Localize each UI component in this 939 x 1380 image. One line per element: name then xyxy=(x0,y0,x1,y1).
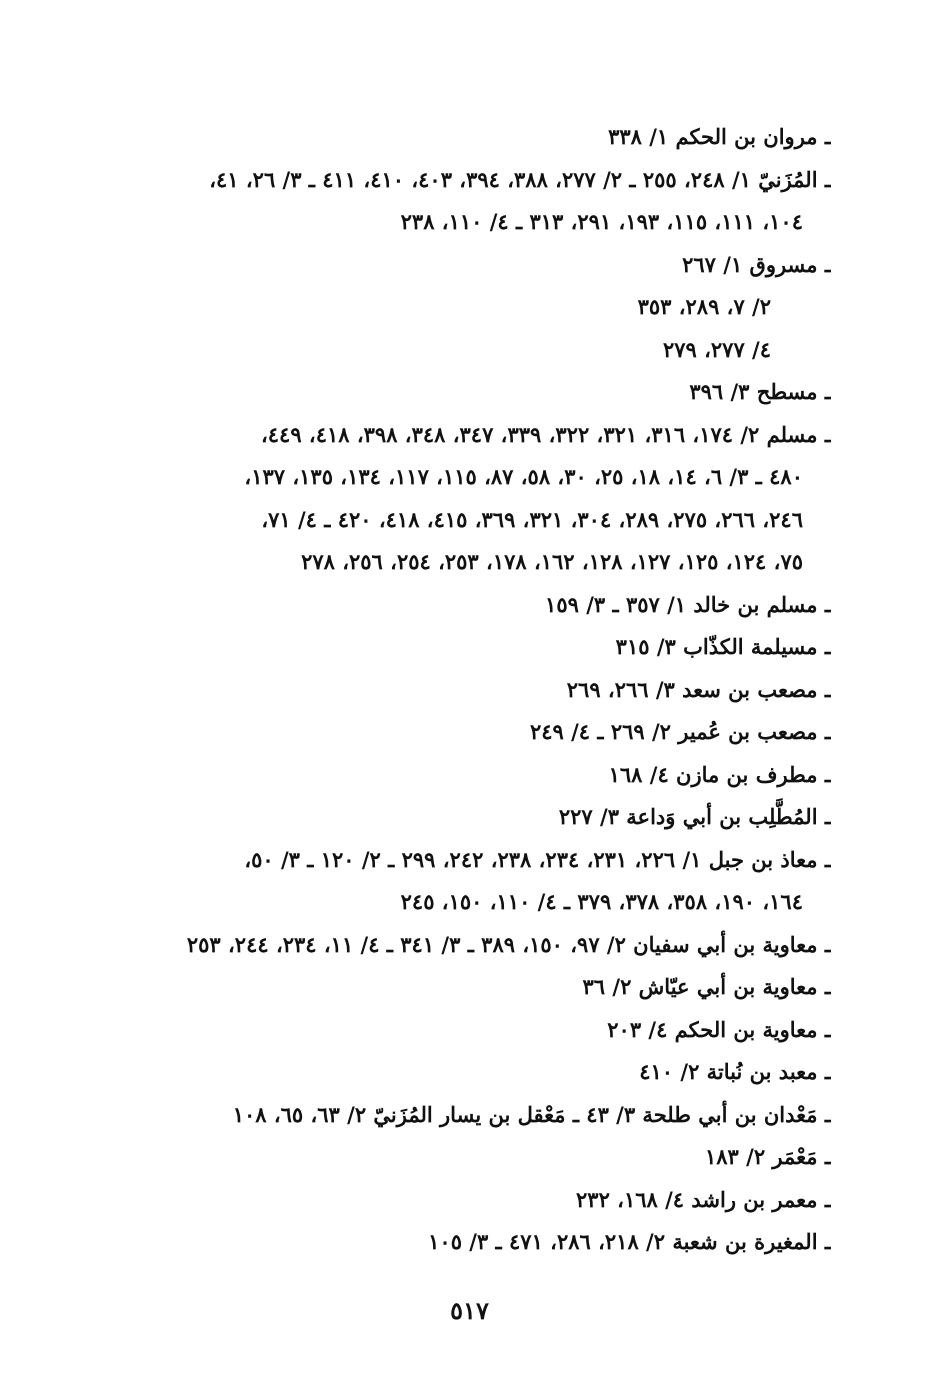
index-entry: ـ المغيرة بن شعبة ٢/ ٢١٨، ٢٨٦، ٤٧١ ـ ٣/ ١٠٥ xyxy=(428,1229,831,1254)
index-entry: ـ معاوية بن الحكم ٤/ ٢٠٣ xyxy=(607,1016,831,1042)
index-entry-continuation: ٤/ ٢٧٧، ٢٧٩ xyxy=(662,336,771,362)
index-entry: ـ معبد بن نُباتة ٢/ ٤١٠ xyxy=(639,1059,831,1084)
index-entry-continuation: ٢/ ٧، ٢٨٩، ٣٥٣ xyxy=(637,294,771,319)
index-entry-continuation: ٢٤٦، ٢٦٦، ٢٧٥، ٢٨٩، ٣٠٤، ٣٢١، ٣٦٩، ٤١٥، ٤١٨، ٤٢٠ ـ ٤/ ٧١، xyxy=(261,506,803,532)
page-number: ٥١٧ xyxy=(450,1296,489,1325)
index-entry: ـ مَعْدان بن أبي طلحة ٣/ ٤٣ ـ مَعْقل بن يسار المُزَنيّ ٢/ ٦٣، ٦٥، ١٠٨ xyxy=(232,1101,831,1127)
index-entry-continuation: ٧٥، ١٢٤، ١٢٥، ١٢٧، ١٢٨، ١٦٢، ١٧٨، ٢٥٣، ٢٥٤، ٢٥٦، ٢٧٨ xyxy=(301,549,803,574)
index-entry: ـ مروان بن الحكم ١/ ٣٣٨ xyxy=(608,124,831,149)
index-entry: ـ مسيلمة الكذّاب ٣/ ٣١٥ xyxy=(615,634,831,659)
index-entry-continuation: ١٠٤، ١١١، ١١٥، ١٩٣، ٢٩١، ٣١٣ ـ ٤/ ١١٠، ٢٣٨ xyxy=(400,209,803,234)
index-entry: ـ معاوية بن أبي سفيان ٢/ ٩٧، ١٥٠، ٣٨٩ ـ ٣/ ٣٤١ ـ ٤/ ١١، ٢٣٤، ٢٤٤، ٢٥٣ xyxy=(186,931,831,957)
index-entry: ـ مطرف بن مازن ٤/ ١٦٨ xyxy=(608,761,831,787)
index-entry-continuation: ١٦٤، ١٩٠، ٣٥٨، ٣٧٨، ٣٧٩ ـ ٤/ ١١٠، ١٥٠، ٢٤٥ xyxy=(400,889,803,914)
index-entry: ـ مصعب بن سعد ٣/ ٢٦٦، ٢٦٩ xyxy=(566,676,831,702)
index-entry: ـ مَعْمَر ٢/ ١٨٣ xyxy=(705,1144,831,1169)
index-entry: ـ مسروق ١/ ٢٦٧ xyxy=(682,251,831,277)
index-entry-continuation: ٤٨٠ ـ ٣/ ٦، ١٤، ١٨، ٢٥، ٣٠، ٥٨، ٨٧، ١١٥، ١١٧، ١٣٤، ١٣٥، ١٣٧، xyxy=(244,464,803,489)
index-entry: ـ مسلم ٢/ ١٧٤، ٣١٦، ٣٢١، ٣٢٢، ٣٣٩، ٣٤٧، ٣٤٨، ٣٩٨، ٤١٨، ٤٤٩، xyxy=(260,421,831,447)
index-entry: ـ مسلم بن خالد ١/ ٣٥٧ ـ ٣/ ١٥٩ xyxy=(545,591,831,617)
index-entry: ـ مسطح ٣/ ٣٩٦ xyxy=(689,379,831,404)
index-entry: ـ معاذ بن جبل ١/ ٢٢٦، ٢٣١، ٢٣٤، ٢٣٨، ٢٤٢، ٢٩٩ ـ ٢/ ١٢٠ ـ ٣/ ٥٠، xyxy=(244,846,831,872)
index-entry: ـ المُطَّلِب بن أبي وَداعة ٣/ ٢٢٧ xyxy=(558,804,831,829)
index-entry: ـ مصعب بن عُمير ٢/ ٢٦٩ ـ ٤/ ٢٤٩ xyxy=(529,719,831,744)
index-entry: ـ معاوية بن أبي عيّاش ٢/ ٣٦ xyxy=(582,974,831,999)
index-entry: ـ المُزَنيّ ١/ ٢٤٨، ٢٥٥ ـ ٢/ ٢٧٧، ٣٨٨، ٣٩٤، ٤٠٣، ٤١٠، ٤١١ ـ ٣/ ٢٦، ٤١، xyxy=(209,166,831,192)
index-entries xyxy=(111,116,831,1264)
index-entry: ـ معمر بن راشد ٤/ ١٦٨، ٢٣٢ xyxy=(576,1186,831,1212)
